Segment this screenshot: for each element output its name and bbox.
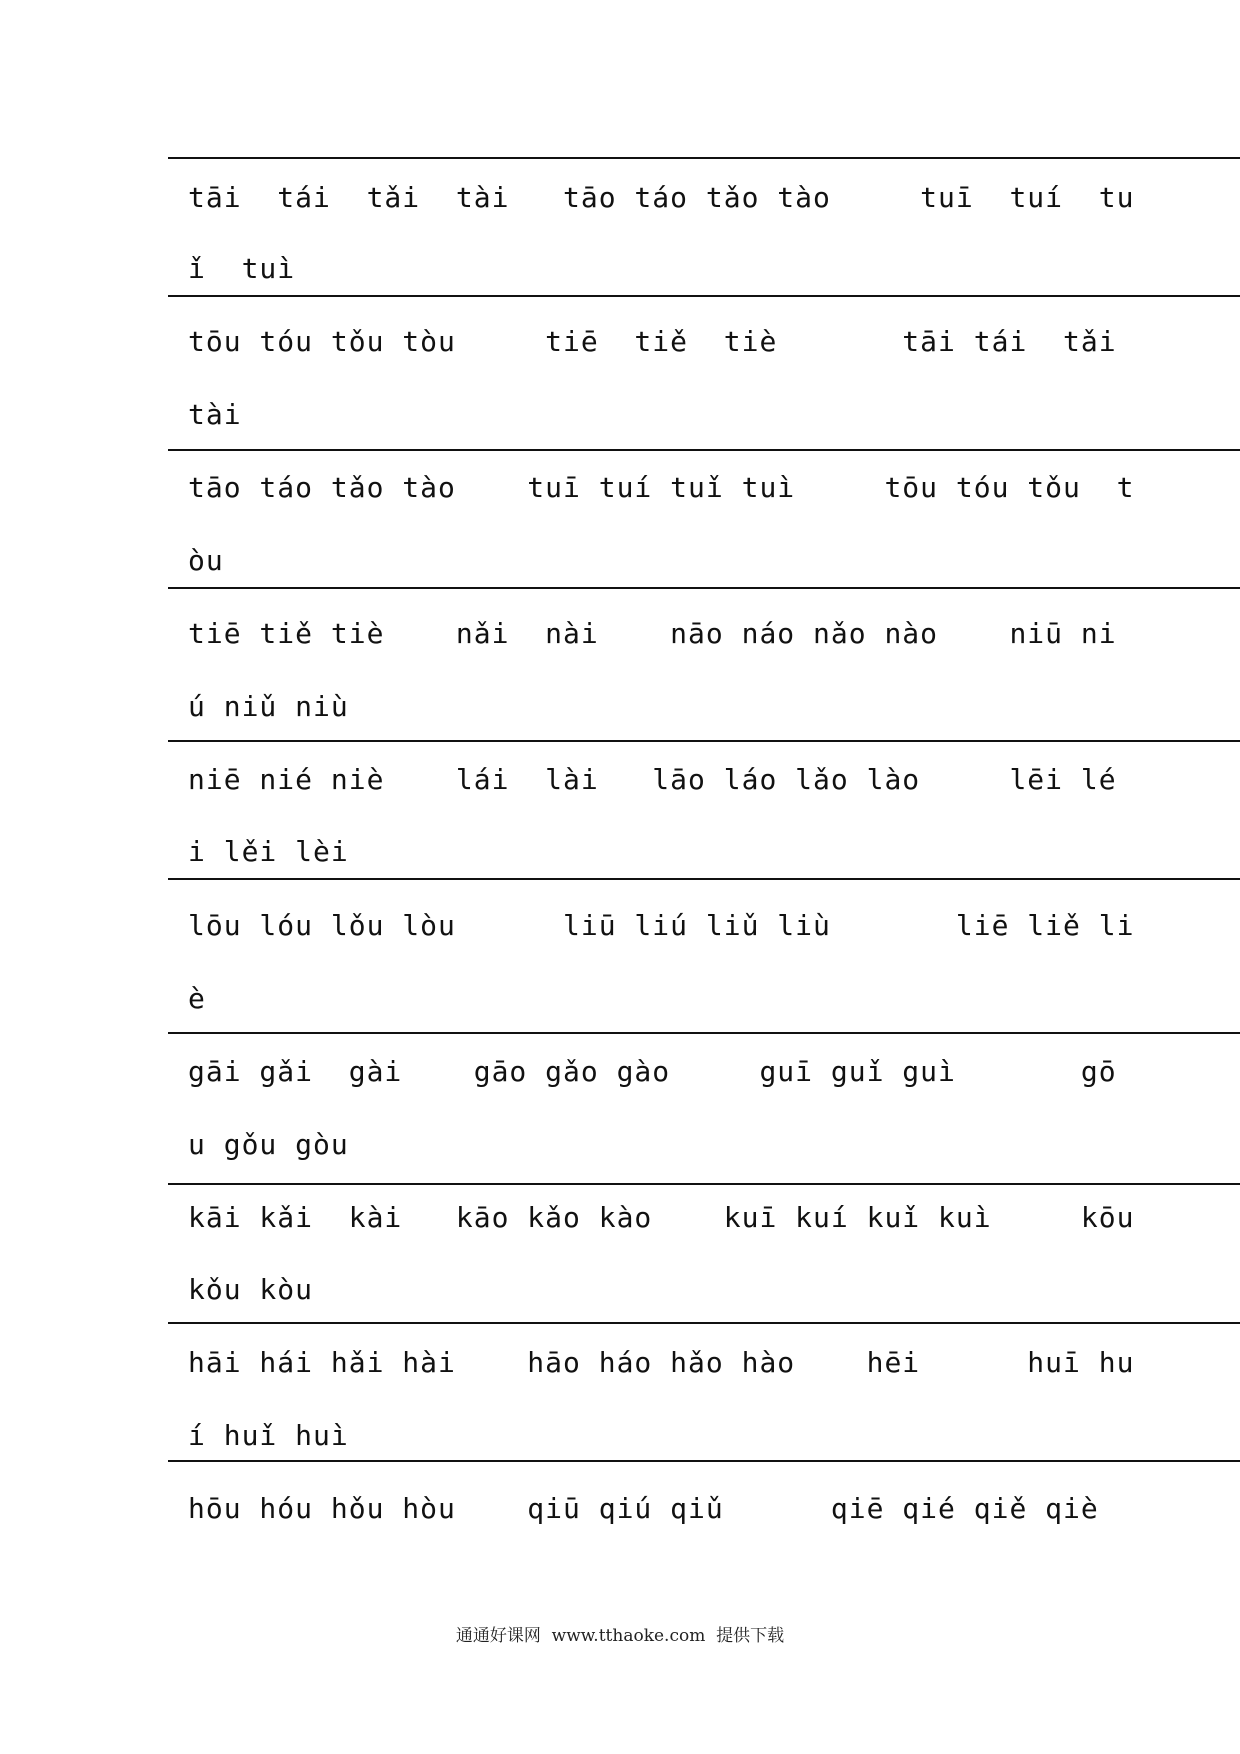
row-divider [168, 1183, 1240, 1185]
row-divider [168, 878, 1240, 880]
pinyin-line: i lěi lèi [188, 835, 349, 868]
pinyin-line: tōu tóu tǒu tòu tiē tiě tiè tāi tái tǎi [188, 325, 1117, 358]
pinyin-line: kǒu kòu [188, 1273, 314, 1306]
row-divider [168, 587, 1240, 589]
pinyin-line [188, 1560, 1068, 1604]
pinyin-line: gāi gǎi gài gāo gǎo gào guī guǐ guì gō [188, 1055, 1117, 1088]
pinyin-line: ú niǔ niù [188, 690, 349, 723]
pinyin-line: hōu hóu hǒu hòu qiū qiú qiǔ qiē qié qiě qiè [188, 1492, 1099, 1525]
pinyin-line: tāo táo tǎo tào tuī tuí tuǐ tuì tōu tóu tǒu t [188, 471, 1135, 504]
row-divider [168, 1032, 1240, 1034]
pinyin-line: lōu lóu lǒu lòu liū liú liǔ liù liē liě li [188, 909, 1135, 942]
pinyin-line: í huǐ huì [188, 1419, 349, 1452]
pinyin-line: tài [188, 398, 242, 431]
pinyin-line: è [188, 982, 206, 1015]
pinyin-line: niē nié niè lái lài lāo láo lǎo lào lēi lé [188, 763, 1117, 796]
row-divider [168, 740, 1240, 742]
row-divider [168, 1322, 1240, 1324]
row-divider [168, 1460, 1240, 1462]
pinyin-line: tāi tái tǎi tài tāo táo tǎo tào tuī tuí tu [188, 181, 1135, 214]
pinyin-line: tiē tiě tiè nǎi nài nāo náo nǎo nào niū ni [188, 617, 1117, 650]
pinyin-line: u gǒu gòu [188, 1128, 349, 1161]
pinyin-line: hāi hái hǎi hài hāo háo hǎo hào hēi huī hu [188, 1346, 1135, 1379]
row-divider [168, 449, 1240, 451]
pinyin-line: kāi kǎi kài kāo kǎo kào kuī kuí kuǐ kuì kōu [188, 1201, 1135, 1234]
pinyin-line: ǐ tuì [188, 252, 296, 285]
pinyin-line: òu [188, 544, 224, 577]
page-footer: 通通好课网 www.tthaoke.com 提供下载 [455, 1626, 785, 1646]
row-divider [168, 157, 1240, 159]
row-divider [168, 295, 1240, 297]
